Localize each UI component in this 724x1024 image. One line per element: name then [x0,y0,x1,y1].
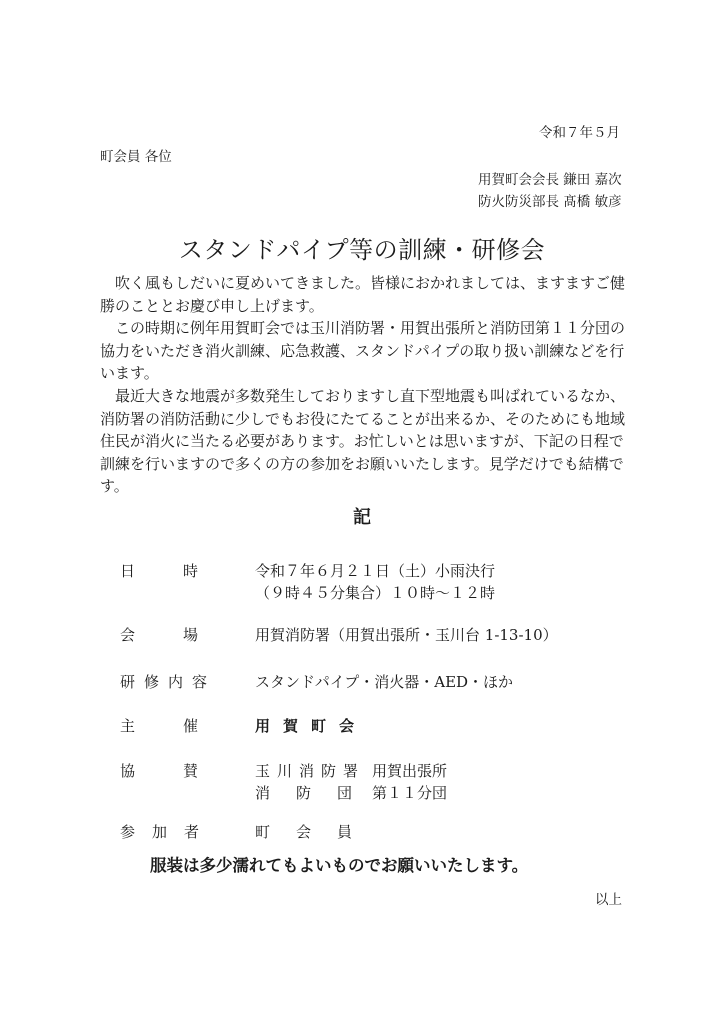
closing-word: 以上 [595,892,622,908]
body-line: 吹く風もしだいに夏めいてきました。皆様におかれましては、ますますご健 [100,274,626,292]
detail-label: 研修内容 [120,673,217,691]
dress-code-note: 服装は多少濡れてもよいものでお願いいたします。 [150,856,529,875]
body-line: 消防署の消防活動に少しでもお役にたてることが出来るか、そのためにも地域 [100,409,626,428]
body-text [100,272,625,498]
detail-value [255,821,378,843]
detail-label: 協賛 [120,762,247,780]
sponsor-org: 消防団 [255,784,379,802]
body-line: この時期に例年用賀町会では玉川消防署・用賀出張所と消防団第１１分団の [100,319,626,338]
body-line: す。 [100,477,129,496]
detail-value [255,671,513,693]
detail-value [255,560,495,604]
sponsor-org: 玉川消防署 [255,762,366,780]
detail-label: 日時 [120,562,247,580]
detail-value-line: 町会員 [255,823,379,841]
body-line: 最近大きな地震が多数発生しておりますし直下型地震も叫ばれているなか、 [100,386,626,405]
detail-value-line: （９時４５分集合）１０時～１２時 [255,584,496,602]
body-line: 協力をいただき消火訓練、応急救護、スタンドパイプの取り扱い訓練などを行 [100,341,625,360]
body-line: います。 [100,364,159,383]
notes-heading: 記 [353,507,371,528]
paragraph-event-intro [100,317,625,385]
issue-date: 令和７年５月 [539,125,620,141]
detail-value [255,760,555,804]
detail-value-line: 用賀町会 [255,717,368,735]
sponsor-branch: 用賀出張所 [372,762,448,780]
addressee: 町会員 各位 [100,149,172,165]
detail-value-line: スタンドパイプ・消火器・AED・ほか [255,673,514,691]
paragraph-greeting [100,272,625,317]
body-line: 勝のこととお慶び申し上げます。 [100,296,324,315]
body-line: 住民が消火に当たる必要があります。お忙しいとは思いますが、下記の日程で [100,432,624,451]
detail-value [255,715,367,737]
body-line: 訓練を行いますので多くの方の参加をお願いいたします。見学だけでも結構で [100,454,624,473]
sender-fire-prevention-head: 防火防災部長 髙橋 敏彦 [478,194,622,210]
document-title: スタンドパイプ等の訓練・研修会 [178,236,546,264]
detail-label: 参加者 [120,823,217,841]
detail-label: 会場 [120,626,247,644]
sponsor-entry [255,782,555,804]
detail-label: 主催 [120,717,247,735]
sponsor-entry [255,760,555,782]
sponsor-branch: 第１１分団 [372,784,448,802]
detail-value-line: 令和７年６月２１日（土）小雨決行 [255,562,496,580]
detail-value-line: 用賀消防署（用賀出張所・玉川台 1-13-10） [255,626,558,644]
detail-value [255,624,558,646]
sender-chairman: 用賀町会会長 鎌田 嘉次 [478,172,622,188]
paragraph-request [100,385,625,498]
